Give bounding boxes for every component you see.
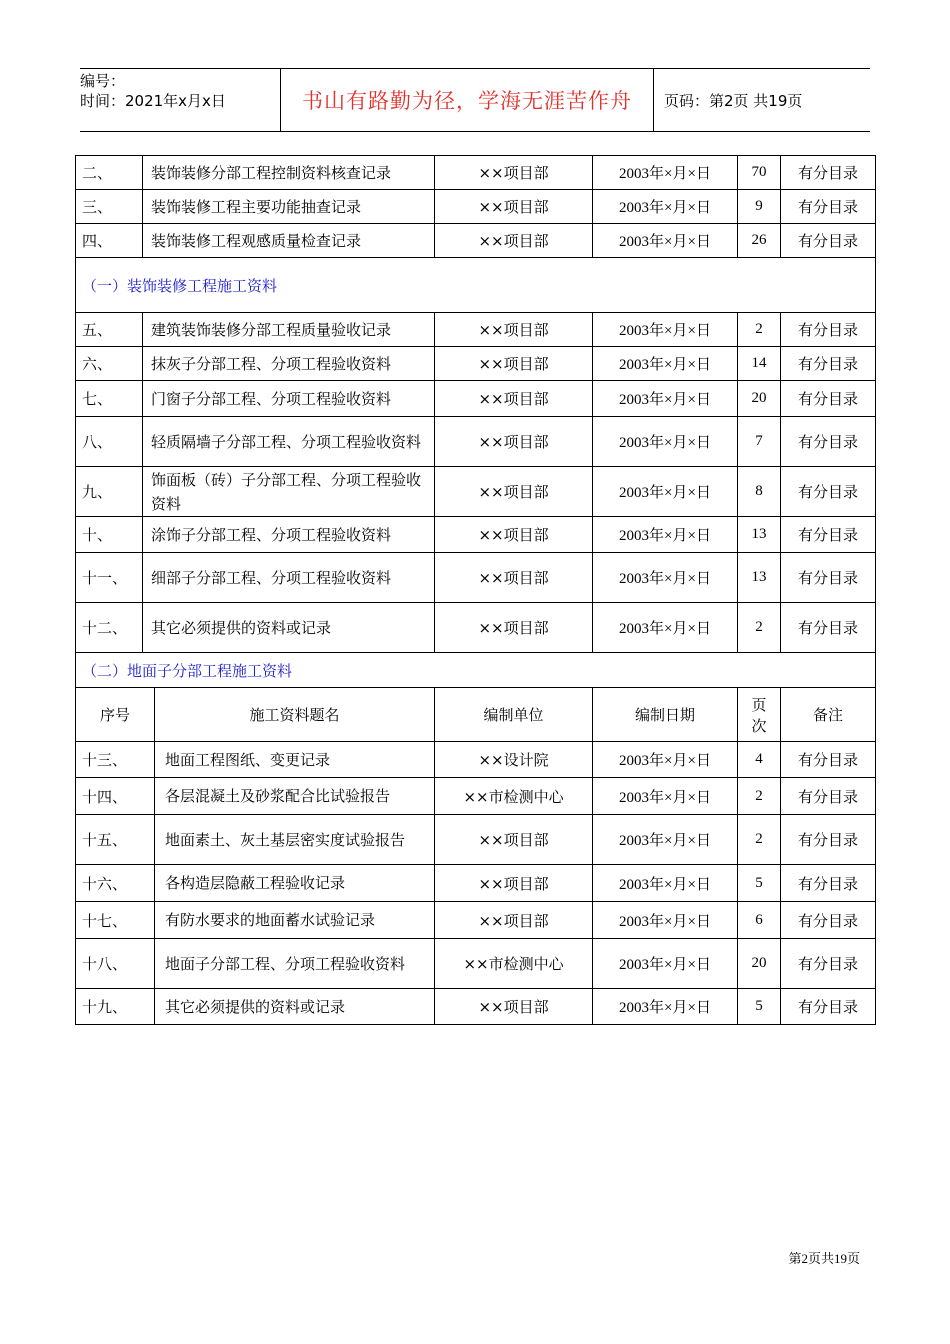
- cell-name: 细部子分部工程、分项工程验收资料: [143, 553, 435, 603]
- cell-seq: 十六、: [76, 865, 155, 902]
- table-section-decoration: [76, 313, 876, 653]
- table-section-floor: [76, 742, 876, 1025]
- cell-seq: 九、: [76, 467, 143, 517]
- cell-note: 有分目录: [781, 939, 876, 989]
- cell-unit: ××设计院: [435, 742, 593, 778]
- cell-name: 建筑装饰装修分部工程质量验收记录: [143, 313, 435, 347]
- cell-seq: 八、: [76, 417, 143, 467]
- table-row: [76, 939, 876, 989]
- cell-name: 抹灰子分部工程、分项工程验收资料: [143, 347, 435, 381]
- cell-unit: ××项目部: [435, 417, 593, 467]
- cell-note: 有分目录: [781, 156, 876, 190]
- header-info: [80, 69, 280, 131]
- cell-seq: 六、: [76, 347, 143, 381]
- cell-note: 有分目录: [781, 224, 876, 258]
- table-row: [76, 224, 876, 258]
- cell-note: 有分目录: [781, 190, 876, 224]
- cell-note: 有分目录: [781, 989, 876, 1025]
- cell-unit: ××项目部: [435, 347, 593, 381]
- cell-seq: 七、: [76, 381, 143, 417]
- cell-unit: ××市检测中心: [435, 939, 593, 989]
- cell-pages: 70: [738, 156, 781, 190]
- cell-seq: 十八、: [76, 939, 155, 989]
- cell-seq: 十一、: [76, 553, 143, 603]
- cell-note: 有分目录: [781, 517, 876, 553]
- cell-date: 2003年×月×日: [593, 467, 738, 517]
- cell-unit: ××项目部: [435, 190, 593, 224]
- cell-pages: 6: [738, 902, 781, 939]
- cell-unit: ××项目部: [435, 467, 593, 517]
- col-header-note: 备注: [781, 688, 876, 742]
- cell-note: 有分目录: [781, 381, 876, 417]
- cell-pages: 26: [738, 224, 781, 258]
- header-page-label: 页码：第2页 共19页: [664, 91, 803, 110]
- table-row: [76, 778, 876, 815]
- cell-unit: ××市检测中心: [435, 778, 593, 815]
- cell-seq: 四、: [76, 224, 143, 258]
- cell-name: 装饰装修工程主要功能抽查记录: [143, 190, 435, 224]
- cell-note: 有分目录: [781, 778, 876, 815]
- table-row: [76, 603, 876, 653]
- cell-unit: ××项目部: [435, 865, 593, 902]
- cell-unit: ××项目部: [435, 381, 593, 417]
- cell-name: 门窗子分部工程、分项工程验收资料: [143, 381, 435, 417]
- col-header-seq: 序号: [76, 688, 155, 742]
- cell-date: 2003年×月×日: [593, 989, 738, 1025]
- cell-pages: 2: [738, 778, 781, 815]
- cell-date: 2003年×月×日: [593, 417, 738, 467]
- cell-date: 2003年×月×日: [593, 603, 738, 653]
- table-row: [76, 467, 876, 517]
- cell-unit: ××项目部: [435, 553, 593, 603]
- cell-pages: 4: [738, 742, 781, 778]
- cell-unit: ××项目部: [435, 313, 593, 347]
- cell-seq: 十五、: [76, 815, 155, 865]
- cell-date: 2003年×月×日: [593, 190, 738, 224]
- table-row: [76, 989, 876, 1025]
- cell-pages: 2: [738, 603, 781, 653]
- cell-seq: 五、: [76, 313, 143, 347]
- cell-seq: 十二、: [76, 603, 143, 653]
- cell-pages: 8: [738, 467, 781, 517]
- cell-note: 有分目录: [781, 313, 876, 347]
- section-b-title: （二）地面子分部工程施工资料: [76, 653, 876, 688]
- cell-note: 有分目录: [781, 815, 876, 865]
- cell-pages: 20: [738, 381, 781, 417]
- cell-seq: 十七、: [76, 902, 155, 939]
- cell-name: 涂饰子分部工程、分项工程验收资料: [143, 517, 435, 553]
- cell-name: 装饰装修分部工程控制资料核查记录: [143, 156, 435, 190]
- cell-date: 2003年×月×日: [593, 517, 738, 553]
- cell-note: 有分目录: [781, 742, 876, 778]
- col-header-date: 编制日期: [593, 688, 738, 742]
- page-header: [80, 68, 870, 132]
- cell-pages: 9: [738, 190, 781, 224]
- table-row: [76, 313, 876, 347]
- cell-date: 2003年×月×日: [593, 313, 738, 347]
- cell-name: 各层混凝土及砂浆配合比试验报告: [155, 778, 435, 815]
- cell-seq: 十九、: [76, 989, 155, 1025]
- cell-unit: ××项目部: [435, 989, 593, 1025]
- cell-note: 有分目录: [781, 417, 876, 467]
- cell-pages: 13: [738, 553, 781, 603]
- table-row: [76, 553, 876, 603]
- table-row: [76, 902, 876, 939]
- cell-note: 有分目录: [781, 902, 876, 939]
- cell-seq: 十四、: [76, 778, 155, 815]
- cell-date: 2003年×月×日: [593, 939, 738, 989]
- cell-date: 2003年×月×日: [593, 865, 738, 902]
- cell-name: 各构造层隐蔽工程验收记录: [155, 865, 435, 902]
- cell-pages: 5: [738, 865, 781, 902]
- cell-seq: 十、: [76, 517, 143, 553]
- cell-pages: 13: [738, 517, 781, 553]
- table-row: [76, 190, 876, 224]
- cell-date: 2003年×月×日: [593, 742, 738, 778]
- cell-pages: 7: [738, 417, 781, 467]
- cell-note: 有分目录: [781, 347, 876, 381]
- column-header-row: [76, 688, 876, 742]
- document-table: [75, 155, 876, 1025]
- cell-name: 地面子分部工程、分项工程验收资料: [155, 939, 435, 989]
- col-header-pages: 页次: [738, 688, 781, 742]
- cell-unit: ××项目部: [435, 156, 593, 190]
- table-row: [76, 347, 876, 381]
- cell-date: 2003年×月×日: [593, 815, 738, 865]
- cell-name: 轻质隔墙子分部工程、分项工程验收资料: [143, 417, 435, 467]
- cell-name: 饰面板（砖）子分部工程、分项工程验收资料: [143, 467, 435, 517]
- cell-name: 装饰装修工程观感质量检查记录: [143, 224, 435, 258]
- cell-pages: 5: [738, 989, 781, 1025]
- cell-date: 2003年×月×日: [593, 553, 738, 603]
- cell-name: 其它必须提供的资料或记录: [143, 603, 435, 653]
- cell-date: 2003年×月×日: [593, 778, 738, 815]
- col-header-unit: 编制单位: [435, 688, 593, 742]
- cell-date: 2003年×月×日: [593, 156, 738, 190]
- cell-unit: ××项目部: [435, 902, 593, 939]
- cell-date: 2003年×月×日: [593, 347, 738, 381]
- cell-date: 2003年×月×日: [593, 902, 738, 939]
- table-row: [76, 417, 876, 467]
- section-b-header: [76, 653, 876, 742]
- cell-note: 有分目录: [781, 865, 876, 902]
- cell-unit: ××项目部: [435, 603, 593, 653]
- cell-note: 有分目录: [781, 467, 876, 517]
- cell-unit: ××项目部: [435, 224, 593, 258]
- section-a-title: （一）装饰装修工程施工资料: [76, 258, 876, 313]
- cell-pages: 14: [738, 347, 781, 381]
- doc-time-label: 时间：2021年x月x日: [80, 92, 226, 110]
- cell-seq: 二、: [76, 156, 143, 190]
- table-row: [76, 865, 876, 902]
- doc-number-label: 编号：: [80, 72, 126, 90]
- cell-name: 地面工程图纸、变更记录: [155, 742, 435, 778]
- cell-seq: 十三、: [76, 742, 155, 778]
- cell-name: 其它必须提供的资料或记录: [155, 989, 435, 1025]
- cell-date: 2003年×月×日: [593, 381, 738, 417]
- table-row: [76, 381, 876, 417]
- cell-unit: ××项目部: [435, 517, 593, 553]
- table-row: [76, 742, 876, 778]
- table-section-main: [76, 156, 876, 258]
- cell-unit: ××项目部: [435, 815, 593, 865]
- col-header-name: 施工资料题名: [155, 688, 435, 742]
- cell-pages: 2: [738, 313, 781, 347]
- cell-date: 2003年×月×日: [593, 224, 738, 258]
- cell-pages: 20: [738, 939, 781, 989]
- cell-pages: 2: [738, 815, 781, 865]
- section-a-header: [76, 258, 876, 313]
- cell-note: 有分目录: [781, 603, 876, 653]
- cell-name: 有防水要求的地面蓄水试验记录: [155, 902, 435, 939]
- cell-note: 有分目录: [781, 553, 876, 603]
- table-row: [76, 517, 876, 553]
- table-row: [76, 815, 876, 865]
- header-motto: 书山有路勤为径，学海无涯苦作舟: [280, 69, 654, 131]
- page-footer: 第2页共19页: [788, 1251, 860, 1266]
- table-row: [76, 156, 876, 190]
- cell-name: 地面素土、灰土基层密实度试验报告: [155, 815, 435, 865]
- cell-seq: 三、: [76, 190, 143, 224]
